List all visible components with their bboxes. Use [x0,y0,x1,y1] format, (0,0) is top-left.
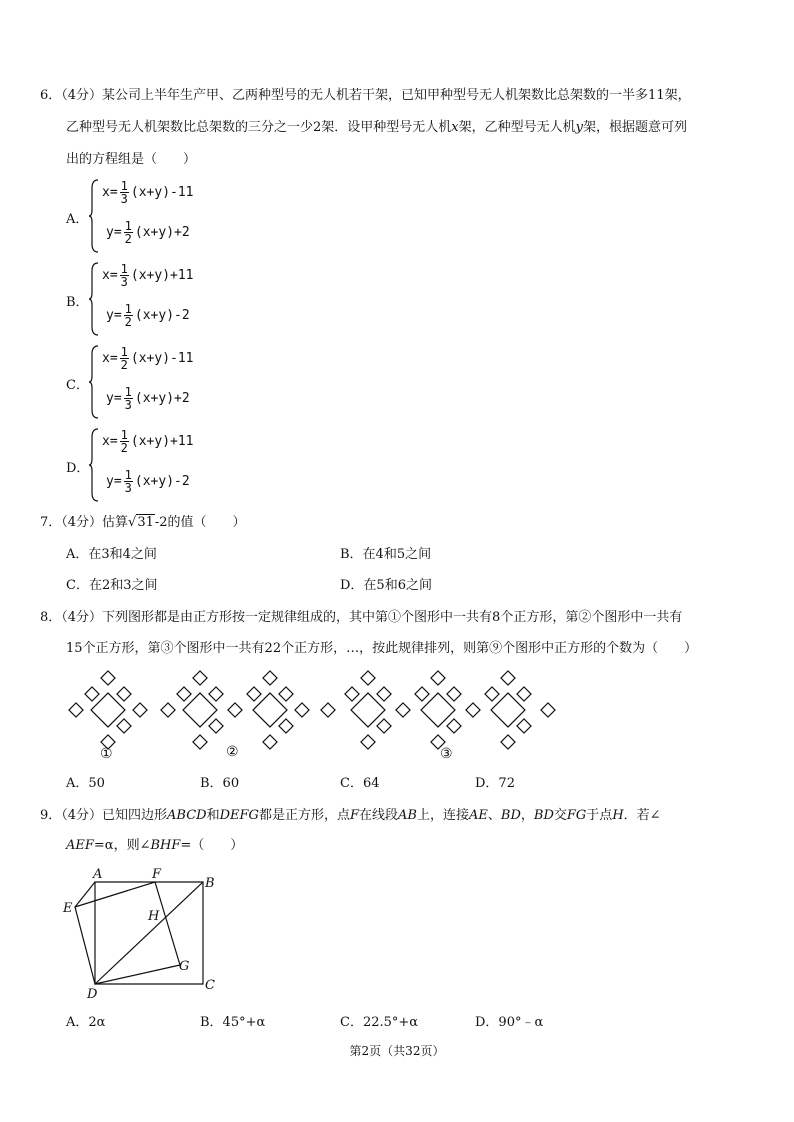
point-e-label: E [63,901,73,916]
q7-option-a[interactable]: A．在3和4之间 [66,547,157,562]
figure-label-3: ③ [440,746,453,762]
option-label: D． [66,461,90,476]
point-f-label: F [152,867,162,882]
figure-label-2: ② [226,744,239,760]
q8-option-d[interactable]: D．72 [475,776,515,791]
equation-1: x= $\frac{1}{2}$ (x+y)+11 [102,428,194,455]
q6-line3: 出的方程组是（ ） [66,152,197,167]
sqrt-symbol: √ [128,515,137,530]
left-brace [88,344,100,420]
q6-line2: 乙种型号无人机架数比总架数的三分之一少2架．设甲种型号无人机x架，乙种型号无人机y架，根据题意可列 [66,120,688,135]
point-b-label: B [205,876,215,891]
option-label: C． [66,378,89,393]
q8-option-a[interactable]: A．50 [66,776,105,791]
equation-2: y= $\frac{1}{2}$ (x+y)+2 [106,219,190,246]
square-defg [75,882,180,984]
option-label: B． [66,295,89,310]
q7-stem: 7．（4分）估算√31-2的值（ ） [40,515,246,530]
left-brace [88,261,100,337]
pattern-figure-3 [321,671,555,749]
point-g-label: G [179,959,190,974]
figure-label-1: ① [100,746,113,762]
q9-option-b[interactable]: B．45°+α [200,1015,266,1030]
equation-1: x= $\frac{1}{2}$ (x+y)-11 [102,345,194,372]
q7-option-c[interactable]: C．在2和3之间 [66,578,158,593]
q8-option-b[interactable]: B．60 [200,776,240,791]
q9-option-a[interactable]: A．2α [66,1015,106,1030]
equation-1: x= $\frac{1}{3}$ (x+y)-11 [102,179,194,206]
equation-2: y= $\frac{1}{2}$ (x+y)-2 [106,302,190,329]
sqrt-radicand: 31 [137,515,154,530]
q9-line2: AEF=α，则∠BHF=（ ） [66,838,244,853]
q9-geometry-figure [55,862,235,1002]
q9-option-d[interactable]: D．90°﹣α [475,1015,544,1030]
point-d-label: D [87,987,98,1002]
pattern-figure-1 [69,671,147,749]
point-a-label: A [93,867,103,882]
q8-option-c[interactable]: C．64 [340,776,380,791]
option-label: A． [66,212,89,227]
point-c-label: C [205,978,215,993]
equation-2: y= $\frac{1}{3}$ (x+y)-2 [106,468,190,495]
q7-option-d[interactable]: D．在5和6之间 [340,578,432,593]
left-brace [88,178,100,254]
point-h-label: H [148,909,160,924]
q8-line1: 8．（4分）下列图形都是由正方形按一定规律组成的，其中第①个图形中一共有8个正方形，第②个图形中一共有 [40,610,683,625]
equation-2: y= $\frac{1}{3}$ (x+y)+2 [106,385,190,412]
q8-line2: 15个正方形，第③个图形中一共有22个正方形，…，按此规律排列，则第⑨个图形中正方形的个数为（ ） [66,641,698,656]
q6-line1: 6．（4分）某公司上半年生产甲、乙两种型号的无人机若干架，已知甲种型号无人机架数比总架数的一半多11架， [40,88,691,103]
q9-line1: 9．（4分）已知四边形ABCD和DEFG都是正方形，点F在线段AB上，连接AE、BD，BD交FG于点H．若∠ [40,808,661,823]
q8-figures [60,668,580,768]
left-brace [88,427,100,503]
equation-1: x= $\frac{1}{3}$ (x+y)+11 [102,262,194,289]
page-footer: 第2页（共32页） [349,1044,445,1058]
q7-option-b[interactable]: B．在4和5之间 [340,547,432,562]
q9-option-c[interactable]: C．22.5°+α [340,1015,419,1030]
pattern-figure-2 [161,671,309,749]
